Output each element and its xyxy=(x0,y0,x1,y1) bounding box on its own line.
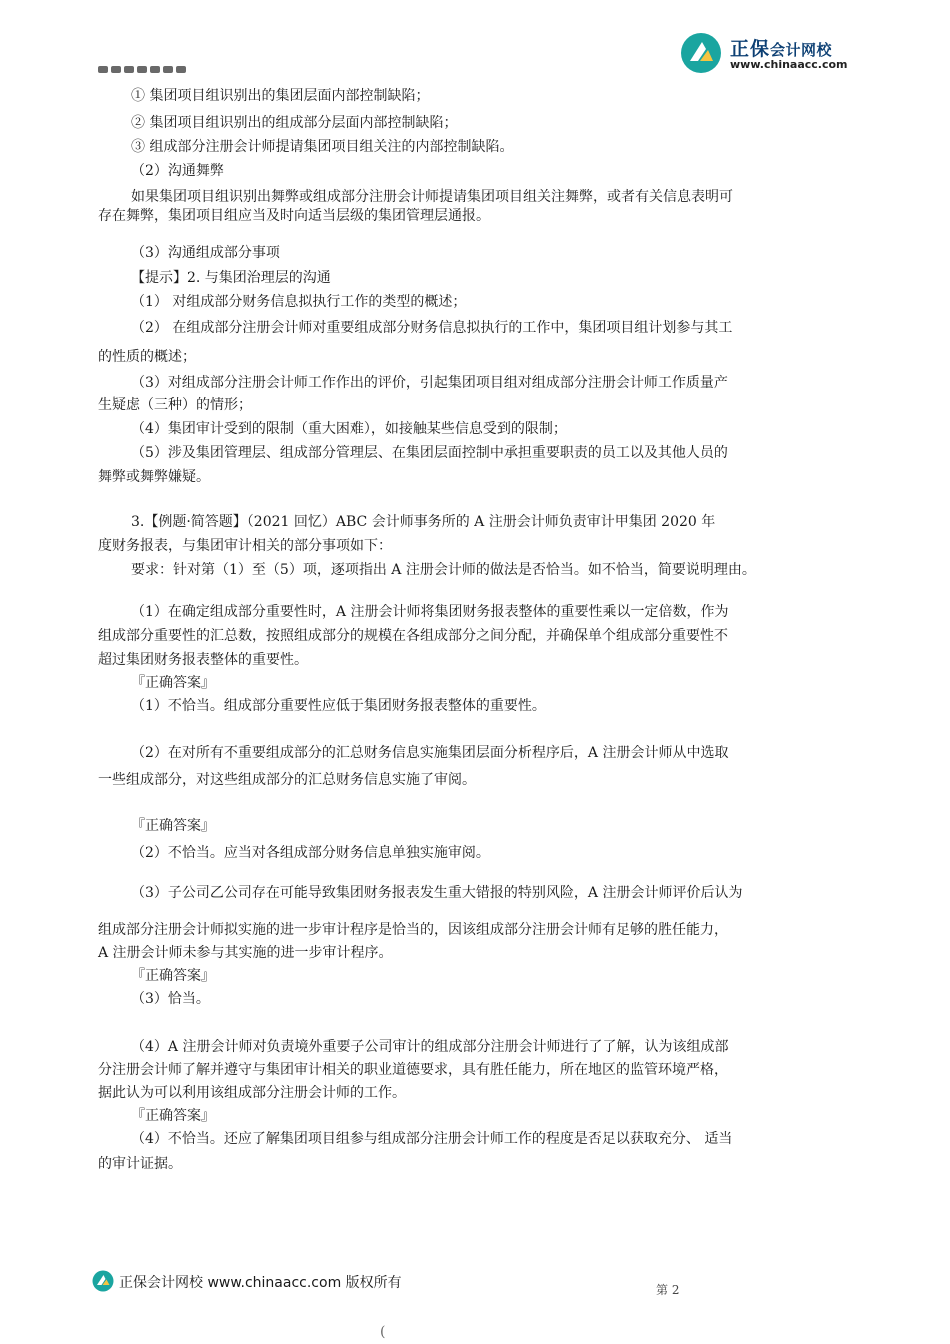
text-line: （2） 在组成部分注册会计师对重要组成部分财务信息拟执行的工作中，集团项目组计划参与其工 xyxy=(131,320,733,336)
text-line: （4）集团审计受到的限制（重大困难），如接触某些信息受到的限制； xyxy=(131,421,567,437)
page-number: 第 2 xyxy=(656,1283,680,1297)
answer-label: 『正确答案』 xyxy=(131,675,215,691)
answer-label: 『正确答案』 xyxy=(131,818,215,834)
text-line: 组成部分注册会计师拟实施的进一步审计程序是恰当的，因该组成部分注册会计师有足够的胜任能力， xyxy=(98,922,728,938)
cropped-text-fragment xyxy=(98,58,208,68)
footer-logo-icon xyxy=(92,1270,114,1292)
text-line: 如果集团项目组识别出舞弊或组成部分注册会计师提请集团项目组关注舞弊，或者有关信息表明可 xyxy=(131,189,733,205)
footer-copyright: 正保会计网校 www.chinaacc.com 版权所有 xyxy=(119,1275,402,1291)
answer-text: （1）不恰当。组成部分重要性应低于集团财务报表整体的重要性。 xyxy=(131,698,546,714)
text-line: （3）对组成部分注册会计师工作作出的评价，引起集团项目组对组成部分注册会计师工作质量产 xyxy=(131,375,728,391)
text-line: 存在舞弊，集团项目组应当及时向适当层级的集团管理层通报。 xyxy=(98,208,490,224)
text-line: ② 集团项目组识别出的组成部分层面内部控制缺陷； xyxy=(131,115,458,131)
text-line: （2）在对所有不重要组成部分的汇总财务信息实施集团层面分析程序后，A 注册会计师从中选取 xyxy=(131,745,729,761)
answer-text: （3）恰当。 xyxy=(131,991,210,1007)
answer-text: （2）不恰当。应当对各组成部分财务信息单独实施审阅。 xyxy=(131,845,490,861)
logo-name: 正保会计网校 xyxy=(730,38,833,60)
logo-emblem-icon xyxy=(680,32,722,74)
text-line: （4）A 注册会计师对负责境外重要子公司审计的组成部分注册会计师进行了了解，认为该组成部 xyxy=(131,1039,729,1055)
text-line: A 注册会计师未参与其实施的进一步审计程序。 xyxy=(98,945,393,961)
text-line: 据此认为可以利用该组成部分注册会计师的工作。 xyxy=(98,1085,406,1101)
text-line: （1） 对组成部分财务信息拟执行工作的类型的概述； xyxy=(131,294,467,310)
question-title: 3.【例题·简答题】（2021 回忆）ABC 会计师事务所的 A 注册会计师负责审计甲集团 2020 年 xyxy=(131,514,716,530)
text-line: 度财务报表，与集团审计相关的部分事项如下： xyxy=(98,538,392,554)
text-line: （3）沟通组成部分事项 xyxy=(131,245,280,261)
text-line: 【提示】2. 与集团治理层的沟通 xyxy=(131,270,331,286)
question-requirement: 要求：针对第（1）至（5）项，逐项指出 A 注册会计师的做法是否恰当。如不恰当，简要说明理由。 xyxy=(131,562,756,578)
text-line: 一些组成部分，对这些组成部分的汇总财务信息实施了审阅。 xyxy=(98,772,476,788)
text-line: （2）沟通舞弊 xyxy=(131,163,224,179)
answer-label: 『正确答案』 xyxy=(131,1108,215,1124)
answer-text: 的审计证据。 xyxy=(98,1156,182,1172)
stray-mark: ( xyxy=(380,1324,386,1340)
answer-text: （4）不恰当。还应了解集团项目组参与组成部分注册会计师工作的程度是否足以获取充分、 适当 xyxy=(131,1131,733,1147)
text-line: ③ 组成部分注册会计师提请集团项目组关注的内部控制缺陷。 xyxy=(131,139,514,155)
logo-url: www.chinaacc.com xyxy=(730,58,848,71)
text-line: 舞弊或舞弊嫌疑。 xyxy=(98,469,210,485)
text-line: 组成部分重要性的汇总数，按照组成部分的规模在各组成部分之间分配，并确保单个组成部分重要性不 xyxy=(98,628,728,644)
text-line: （5）涉及集团管理层、组成部分管理层、在集团层面控制中承担重要职责的员工以及其他人员的 xyxy=(131,445,728,461)
chinaacc-logo xyxy=(680,32,880,76)
text-line: 分注册会计师了解并遵守与集团审计相关的职业道德要求，具有胜任能力，所在地区的监管环境严格， xyxy=(98,1062,728,1078)
answer-label: 『正确答案』 xyxy=(131,968,215,984)
text-line: 超过集团财务报表整体的重要性。 xyxy=(98,652,308,668)
text-line: 的性质的概述； xyxy=(98,349,196,365)
text-line: 生疑虑（三种）的情形； xyxy=(98,397,252,413)
text-line: （1）在确定组成部分重要性时，A 注册会计师将集团财务报表整体的重要性乘以一定倍数，作为 xyxy=(131,604,729,620)
text-line: （3）子公司乙公司存在可能导致集团财务报表发生重大错报的特别风险，A 注册会计师评价后认为 xyxy=(131,885,743,901)
text-line: ① 集团项目组识别出的集团层面内部控制缺陷； xyxy=(131,88,430,104)
